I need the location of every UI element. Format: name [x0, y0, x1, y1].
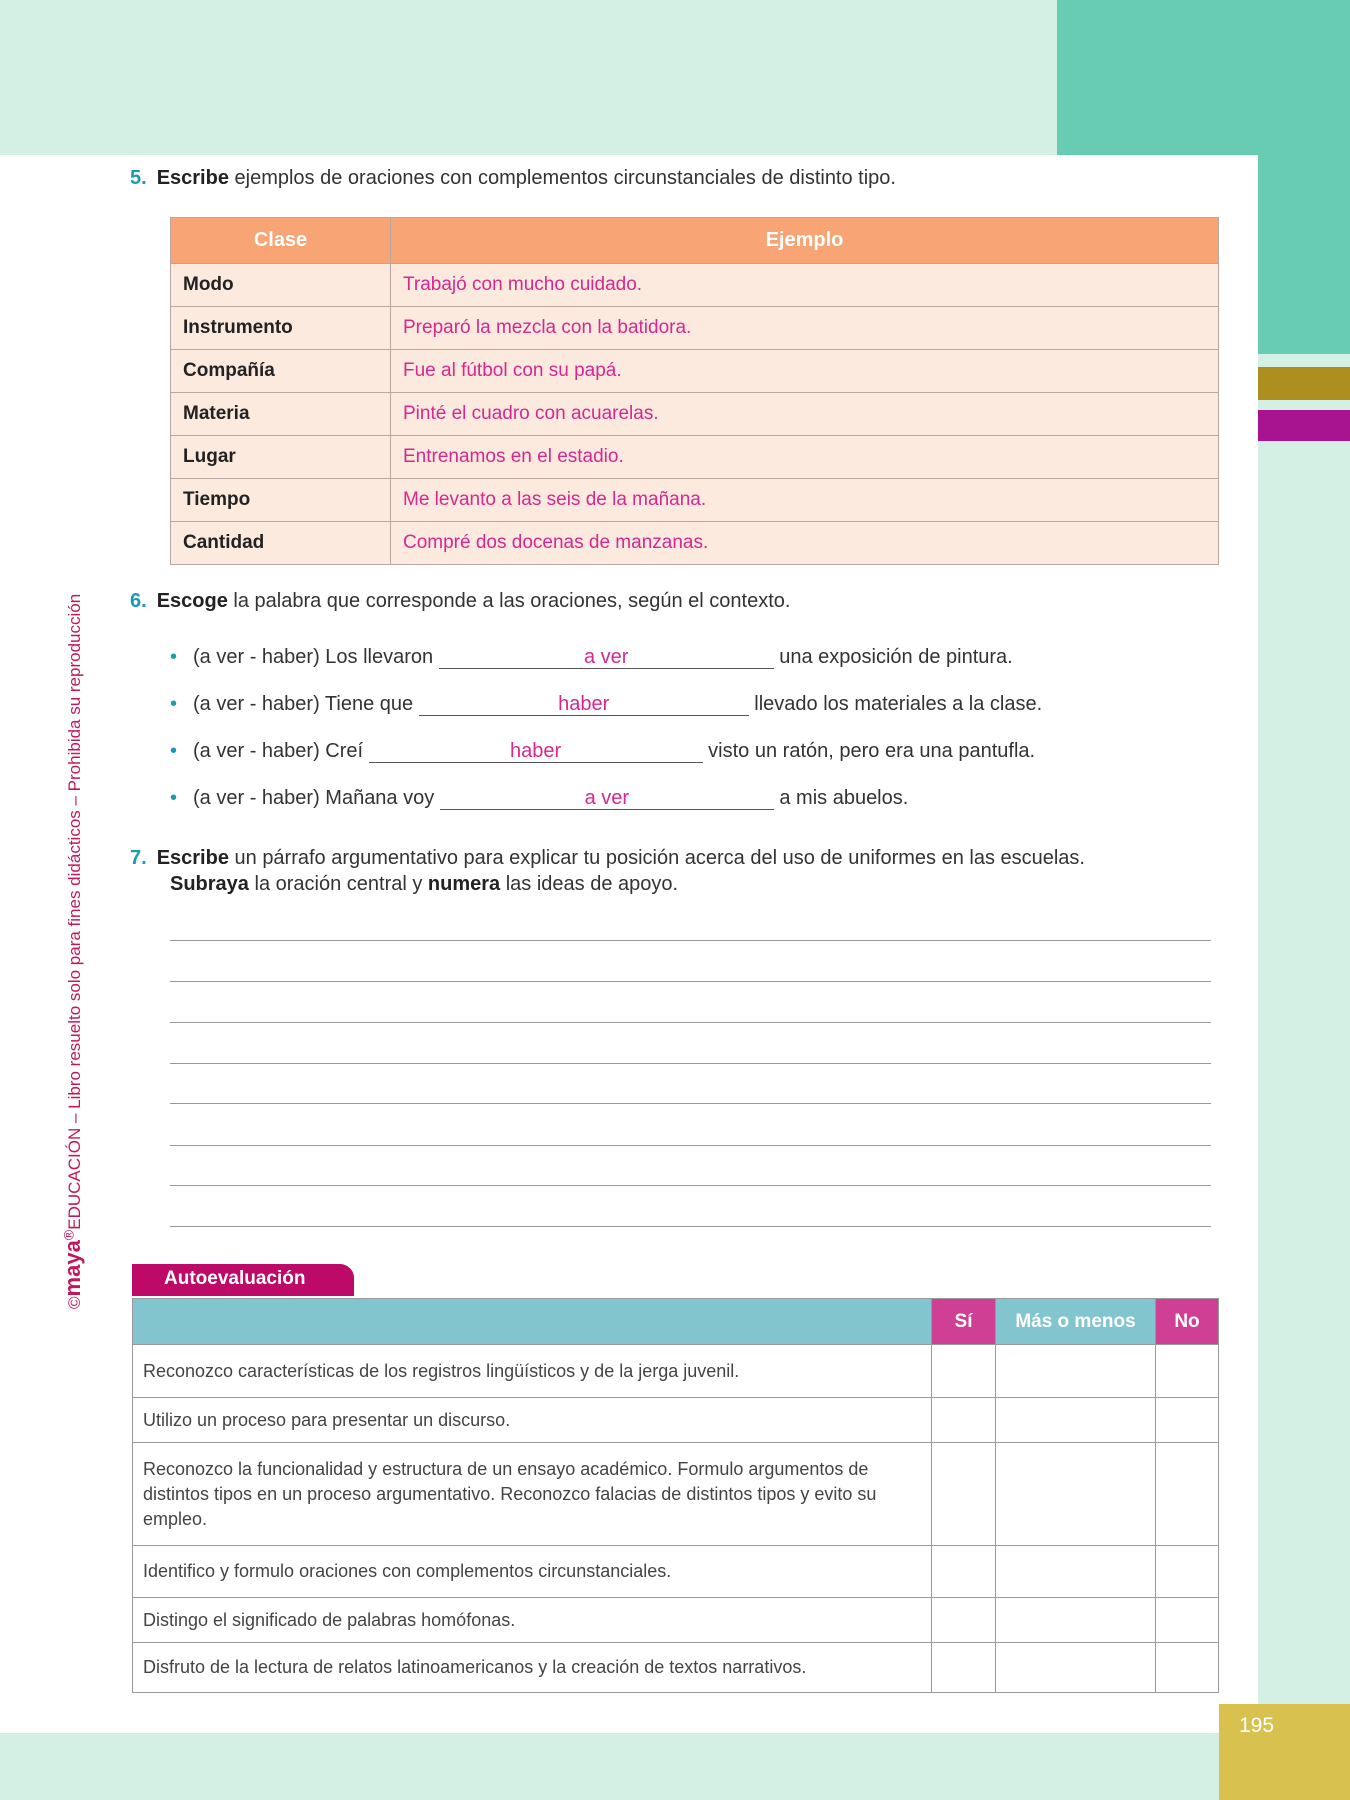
header-no: No	[1156, 1299, 1219, 1345]
check-mas-o-menos[interactable]	[996, 1546, 1156, 1598]
q5-text: ejemplos de oraciones con complementos circunstanciales de distinto tipo.	[228, 167, 896, 189]
q6-item	[170, 787, 908, 810]
writing-line[interactable]	[170, 1145, 1211, 1146]
table-row	[171, 264, 1219, 307]
side-copyright	[60, 479, 86, 1309]
bullet-icon: •	[170, 646, 178, 668]
q5-number: 5.	[130, 167, 147, 189]
class-cell: Cantidad	[171, 522, 391, 565]
answer-blank[interactable]: a ver	[439, 646, 774, 669]
check-no[interactable]	[1156, 1443, 1219, 1546]
header-mas-o-menos: Más o menos	[996, 1299, 1156, 1345]
table-row	[171, 522, 1219, 565]
item-before: (a ver - haber) Creí	[193, 740, 369, 762]
criterion: Reconozco la funcionalidad y estructura de un ensayo académico. Formulo argumentos de distintos tipos en un proceso argumentativo. Reconozco falacias de distintos tipos y evito su empleo.	[133, 1443, 932, 1546]
q6-text: la palabra que corresponde a las oraciones, según el contexto.	[227, 590, 791, 612]
example-cell: Pinté el cuadro con acuarelas.	[391, 393, 1219, 436]
q7-verb: Subraya	[170, 873, 249, 895]
table-row	[133, 1443, 1219, 1546]
table-row	[133, 1398, 1219, 1443]
example-cell: Trabajó con mucho cuidado.	[391, 264, 1219, 307]
decor-magenta-tab	[1258, 410, 1350, 441]
example-cell: Compré dos docenas de manzanas.	[391, 522, 1219, 565]
check-no[interactable]	[1156, 1546, 1219, 1598]
writing-line[interactable]	[170, 1022, 1211, 1023]
class-cell: Instrumento	[171, 307, 391, 350]
check-no[interactable]	[1156, 1398, 1219, 1443]
q7-verb: Escribe	[156, 847, 229, 869]
q7-prompt	[130, 843, 1220, 873]
table-row	[171, 393, 1219, 436]
q5-prompt	[130, 167, 896, 190]
writing-line[interactable]	[170, 1063, 1211, 1064]
check-si[interactable]	[932, 1598, 996, 1643]
check-mas-o-menos[interactable]	[996, 1598, 1156, 1643]
table-row	[133, 1345, 1219, 1398]
class-cell: Tiempo	[171, 479, 391, 522]
table-row	[171, 479, 1219, 522]
item-after: una exposición de pintura.	[773, 646, 1013, 668]
q6-number: 6.	[130, 590, 147, 612]
check-no[interactable]	[1156, 1345, 1219, 1398]
writing-line[interactable]	[170, 940, 1211, 941]
check-mas-o-menos[interactable]	[996, 1643, 1156, 1693]
q6-item	[170, 693, 1042, 716]
table-row	[133, 1598, 1219, 1643]
example-cell: Me levanto a las seis de la mañana.	[391, 479, 1219, 522]
complements-table	[170, 217, 1219, 565]
q7-prompt-line2	[170, 873, 678, 896]
q7-verb: numera	[427, 873, 501, 895]
check-si[interactable]	[932, 1546, 996, 1598]
item-after: llevado los materiales a la clase.	[748, 693, 1043, 715]
header-ejemplo: Ejemplo	[391, 218, 1219, 264]
example-cell: Entrenamos en el estadio.	[391, 436, 1219, 479]
check-mas-o-menos[interactable]	[996, 1345, 1156, 1398]
bullet-icon: •	[170, 693, 178, 715]
check-si[interactable]	[932, 1398, 996, 1443]
copyright-symbol: ©	[65, 1296, 84, 1309]
example-cell: Preparó la mezcla con la batidora.	[391, 307, 1219, 350]
decor-olive-tab	[1258, 367, 1350, 400]
q7-number: 7.	[130, 847, 147, 869]
header-clase: Clase	[171, 218, 391, 264]
answer-blank[interactable]: a ver	[440, 787, 774, 810]
q7-text: las ideas de apoyo.	[500, 873, 679, 895]
check-no[interactable]	[1156, 1643, 1219, 1693]
class-cell: Materia	[171, 393, 391, 436]
criterion: Distingo el significado de palabras homófonas.	[133, 1598, 932, 1643]
criterion: Identifico y formulo oraciones con complementos circunstanciales.	[133, 1546, 932, 1598]
side-text: EDUCACIÓN – Libro resuelto solo para fines didácticos – Prohibida su reproducción	[65, 593, 84, 1230]
answer-blank[interactable]: haber	[369, 740, 703, 763]
header-blank	[133, 1299, 932, 1345]
item-after: visto un ratón, pero era una pantufla.	[702, 740, 1036, 762]
q6-prompt	[130, 590, 790, 613]
item-before: (a ver - haber) Los llevaron	[193, 646, 439, 668]
check-si[interactable]	[932, 1345, 996, 1398]
writing-line[interactable]	[170, 1185, 1211, 1186]
criterion: Disfruto de la lectura de relatos latinoamericanos y la creación de textos narrativos.	[133, 1643, 932, 1693]
table-row	[133, 1643, 1219, 1693]
class-cell: Lugar	[171, 436, 391, 479]
self-assessment-table	[132, 1298, 1219, 1693]
item-after: a mis abuelos.	[773, 787, 909, 809]
criterion: Utilizo un proceso para presentar un discurso.	[133, 1398, 932, 1443]
table-row	[171, 436, 1219, 479]
bullet-icon: •	[170, 787, 178, 809]
reg-mark: ®	[61, 1229, 78, 1241]
check-mas-o-menos[interactable]	[996, 1398, 1156, 1443]
q7-text: la oración central y	[248, 873, 428, 895]
table-row	[171, 307, 1219, 350]
table-row	[171, 350, 1219, 393]
check-si[interactable]	[932, 1443, 996, 1546]
page-number: 195	[1219, 1704, 1350, 1800]
class-cell: Compañía	[171, 350, 391, 393]
q6-verb: Escoge	[156, 590, 228, 612]
bullet-icon: •	[170, 740, 178, 762]
class-cell: Modo	[171, 264, 391, 307]
writing-line[interactable]	[170, 981, 1211, 982]
example-cell: Fue al fútbol con su papá.	[391, 350, 1219, 393]
check-mas-o-menos[interactable]	[996, 1443, 1156, 1546]
brand-logo: maya	[60, 1240, 85, 1297]
criterion: Reconozco características de los registros lingüísticos y de la jerga juvenil.	[133, 1345, 932, 1398]
autoevaluacion-title: Autoevaluación	[132, 1264, 354, 1296]
q7-text: un párrafo argumentativo para explicar tu posición acerca del uso de uniformes en las escuelas.	[228, 847, 1085, 869]
writing-line[interactable]	[170, 1226, 1211, 1227]
q5-verb: Escribe	[156, 167, 229, 189]
item-before: (a ver - haber) Mañana voy	[193, 787, 440, 809]
check-si[interactable]	[932, 1643, 996, 1693]
q6-item	[170, 646, 1013, 669]
answer-blank[interactable]: haber	[419, 693, 749, 716]
header-si: Sí	[932, 1299, 996, 1345]
q6-item	[170, 740, 1035, 763]
item-before: (a ver - haber) Tiene que	[193, 693, 419, 715]
check-no[interactable]	[1156, 1598, 1219, 1643]
writing-line[interactable]	[170, 1103, 1211, 1104]
table-row	[133, 1546, 1219, 1598]
